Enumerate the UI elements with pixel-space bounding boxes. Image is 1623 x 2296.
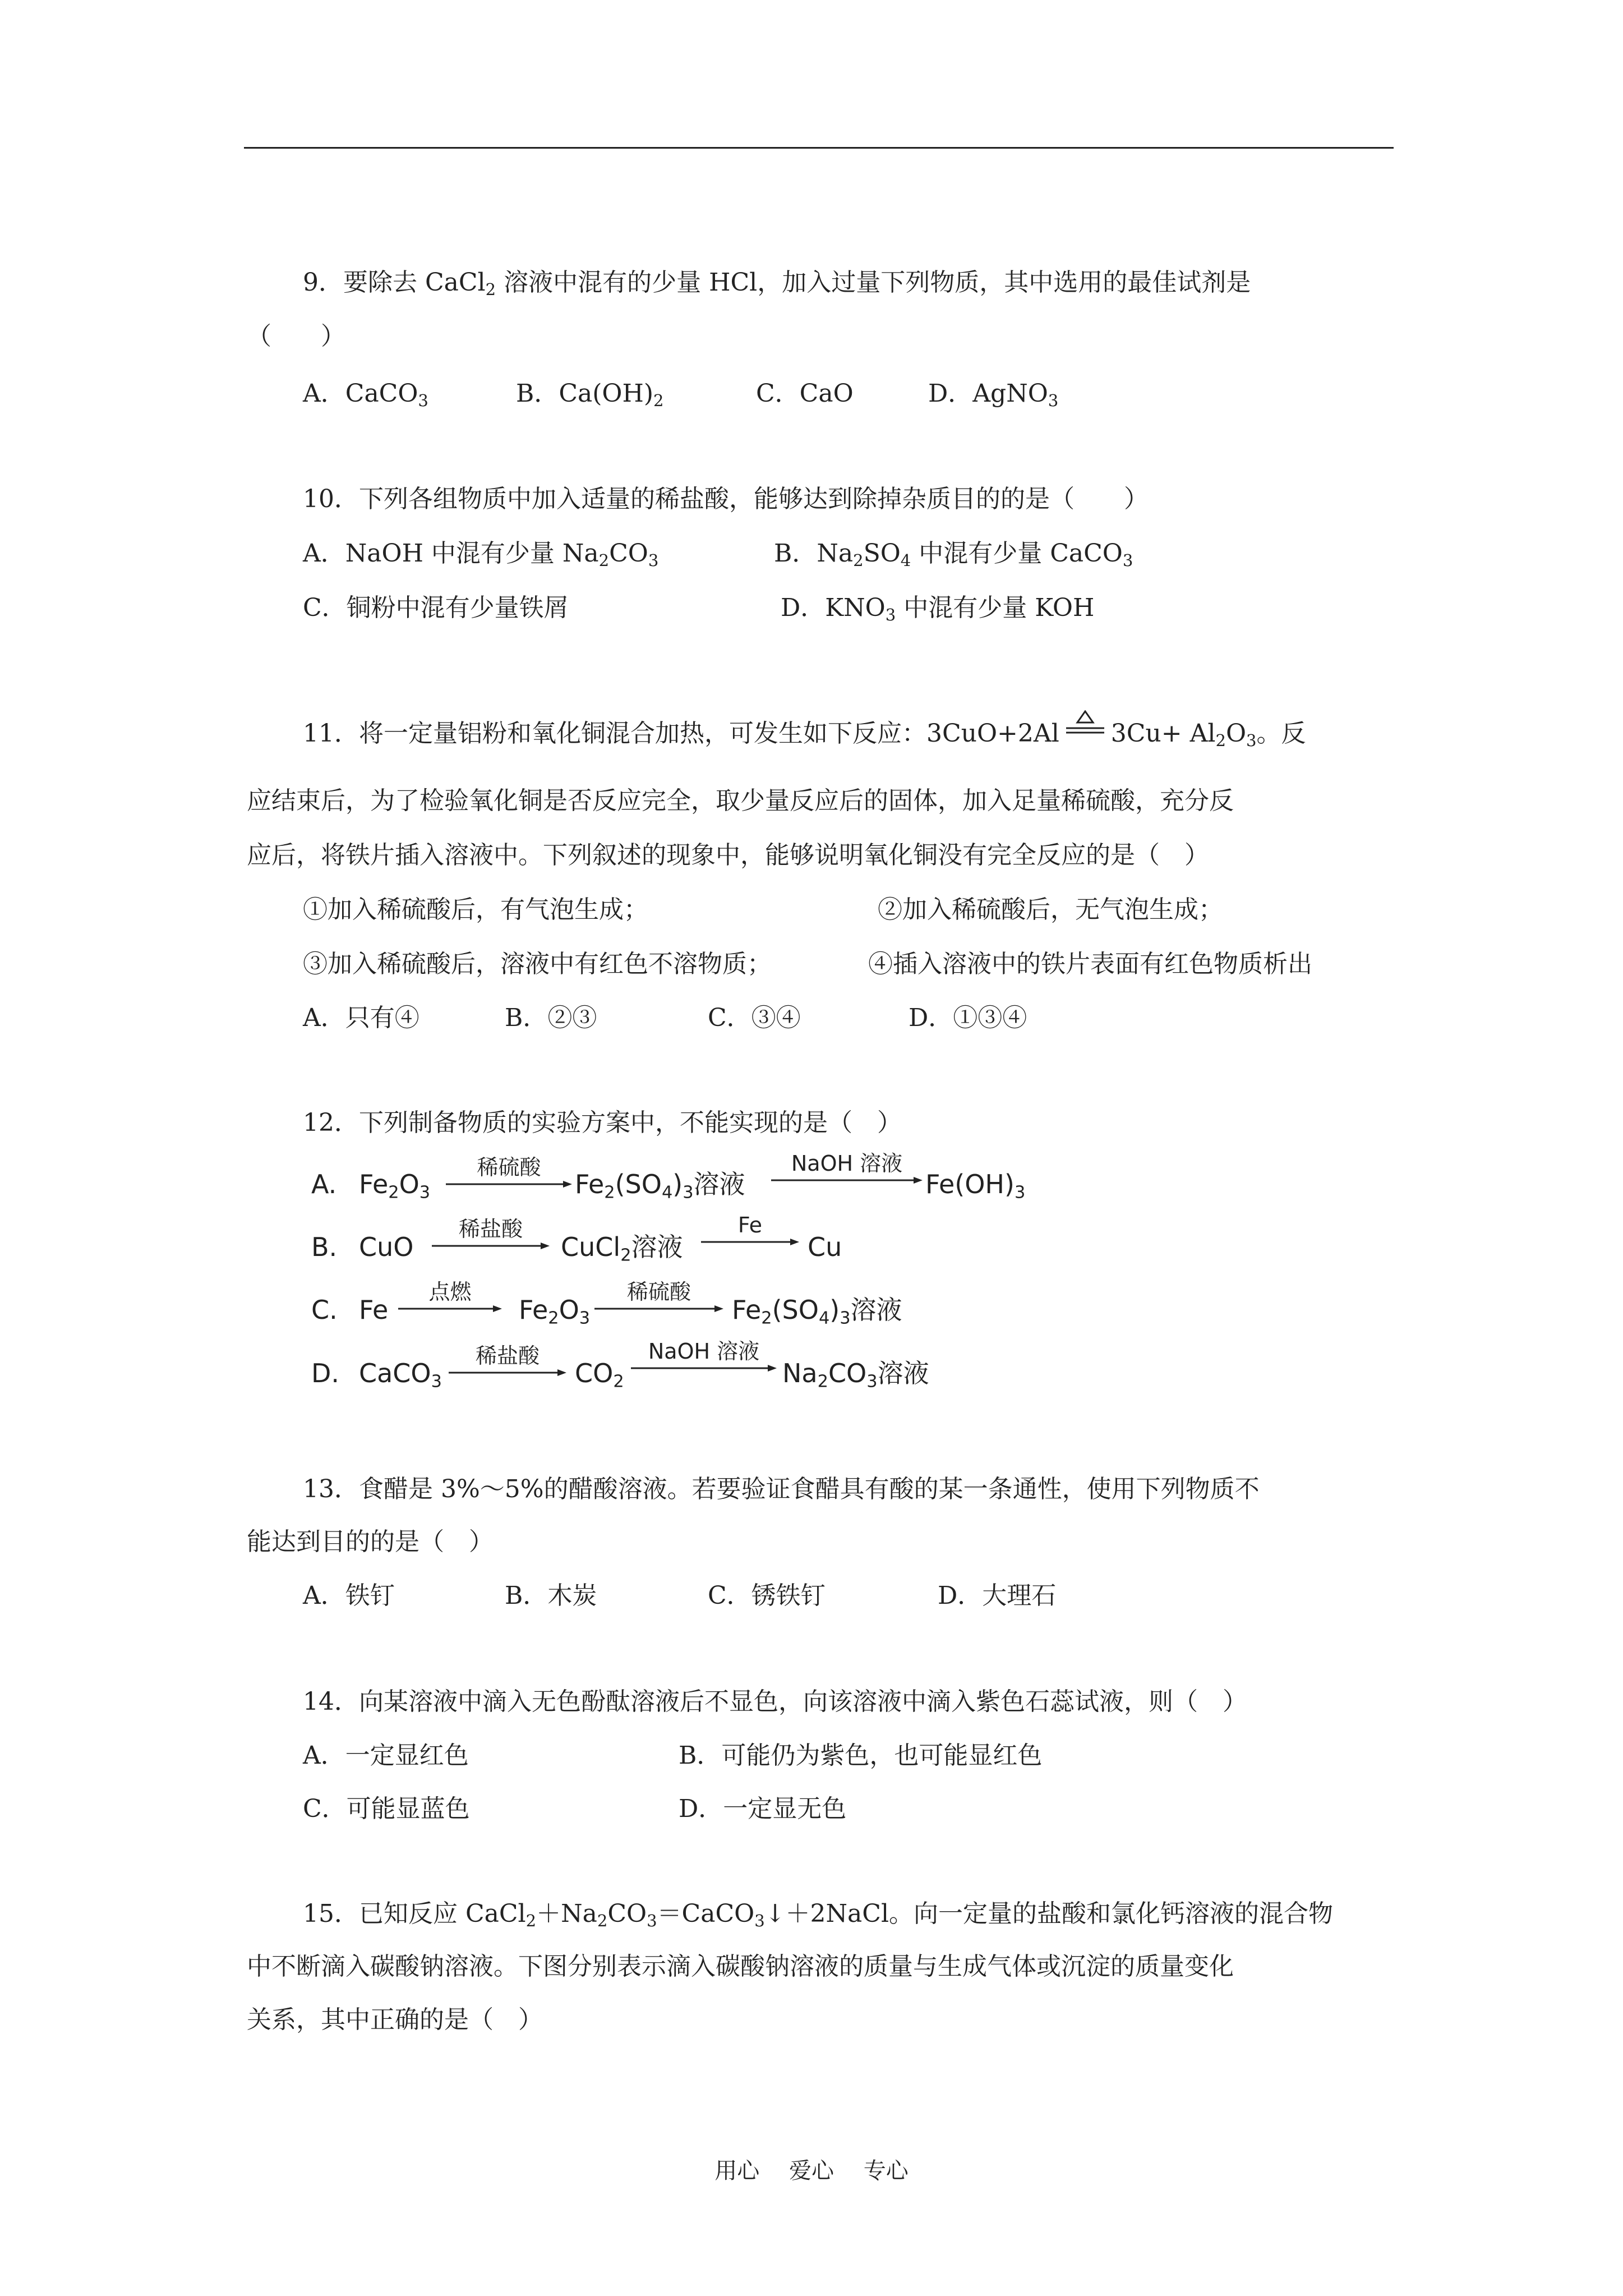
q14-option-d: D．一定显无色 bbox=[679, 1795, 847, 1823]
q13-stem-line1: 13．食醋是 3%～5%的醋酸溶液。若要验证食醋具有酸的某一条通性，使用下列物质不 bbox=[303, 1475, 1260, 1503]
q12-stem: 12．下列制备物质的实验方案中，不能实现的是（ ） bbox=[303, 1108, 902, 1137]
q9-option-b: B．$Ca(OH)_2$ bbox=[516, 379, 664, 411]
q9-option-c: C．CaO bbox=[756, 379, 854, 408]
q12-scheme-a-arrow-2: NaOH 溶液 bbox=[771, 1153, 923, 1186]
q12-scheme-d-product-2: $Na_2CO_3$溶液 bbox=[782, 1358, 929, 1392]
q13-option-b: B．木炭 bbox=[505, 1581, 597, 1610]
q14-option-b: B．可能仍为紫色，也可能显红色 bbox=[679, 1741, 1043, 1770]
q14-option-a: A．一定显红色 bbox=[303, 1741, 469, 1770]
q12-scheme-c-arrow-1: 点燃 bbox=[398, 1281, 502, 1315]
q11-option-b: B．②③ bbox=[505, 1004, 597, 1032]
q12-scheme-c-reactant: Fe bbox=[359, 1295, 389, 1325]
q13-stem-line2: 能达到目的的是（ ） bbox=[247, 1527, 494, 1556]
q11-option-a: A．只有④ bbox=[303, 1004, 419, 1032]
q12-scheme-a-reactant: $Fe_2O_3$ bbox=[359, 1169, 431, 1203]
q12-scheme-b-reactant: CuO bbox=[359, 1232, 414, 1262]
q12-scheme-b-product-1: CuCl$_2$溶液 bbox=[561, 1232, 683, 1266]
q11-stem-line3: 应后，将铁片插入溶液中。下列叙述的现象中，能够说明氧化铜没有完全反应的是（ ） bbox=[247, 841, 1209, 869]
q12-scheme-c-product-2: $Fe_2(SO_4)_3$溶液 bbox=[732, 1295, 902, 1328]
q11-statement-4: ④插入溶液中的铁片表面有红色物质析出 bbox=[868, 950, 1312, 978]
page-footer: 用心 爱心 专心 bbox=[714, 2158, 909, 2184]
q13-option-c: C．锈铁钉 bbox=[708, 1581, 826, 1610]
q14-option-c: C．可能显蓝色 bbox=[303, 1795, 470, 1823]
q12-scheme-b-arrow-1: 稀盐酸 bbox=[432, 1218, 550, 1252]
q12-scheme-a-label: A. bbox=[311, 1169, 337, 1199]
heat-condition-symbol bbox=[1059, 719, 1111, 744]
q11-stem-line1: 11．将一定量铝粉和氧化铜混合加热，可发生如下反应：3CuO+2Al $3Cu+ Al_2O_3$。反 bbox=[303, 719, 1306, 746]
q11-stem-line2: 应结束后，为了检验氧化铜是否反应完全，取少量反应后的固体，加入足量稀硫酸，充分反 bbox=[247, 786, 1234, 815]
q13-option-a: A．铁钉 bbox=[303, 1581, 395, 1610]
q12-scheme-c-arrow-2: 稀硫酸 bbox=[594, 1281, 723, 1315]
q10-option-b: B．$Na_2SO_4$ 中混有少量 CaCO$_3$ bbox=[774, 539, 1133, 570]
q12-scheme-b-arrow-2: Fe bbox=[701, 1214, 799, 1248]
q10-option-d: D．$KNO_3$ 中混有少量 KOH bbox=[781, 593, 1095, 625]
q12-scheme-d-product-1: $CO_2$ bbox=[575, 1358, 624, 1392]
q10-option-a: A．NaOH 中混有少量 $Na_2CO_3$ bbox=[303, 539, 659, 570]
q9-stem: 9．要除去 CaCl$_2$ 溶液中混有的少量 HCl，加入过量下列物质，其中选用的最佳试剂是 bbox=[303, 268, 1251, 300]
q15-stem-line1: 15．已知反应 $CaCl_2+Na_2CO_3=CaCO_3↓+2NaCl$。向一定量的盐酸和氯化钙溶液的混合物 bbox=[303, 1899, 1334, 1931]
q12-scheme-d-label: D. bbox=[311, 1358, 340, 1388]
q11-option-c: C．③④ bbox=[708, 1004, 801, 1032]
q12-scheme-d-arrow-1: 稀盐酸 bbox=[449, 1345, 566, 1379]
q15-stem-line3: 关系，其中正确的是（ ） bbox=[247, 2005, 543, 2034]
q12-scheme-c-label: C. bbox=[311, 1295, 338, 1325]
q10-option-c: C．铜粉中混有少量铁屑 bbox=[303, 593, 569, 622]
q13-option-d: D．大理石 bbox=[938, 1581, 1057, 1610]
q10-stem: 10．下列各组物质中加入适量的稀盐酸，能够达到除掉杂质目的的是（ ） bbox=[303, 485, 1149, 513]
q11-statement-2: ②加入稀硫酸后，无气泡生成； bbox=[878, 895, 1223, 924]
q12-scheme-b-product-2: Cu bbox=[808, 1232, 842, 1262]
q12-scheme-a-arrow-1: 稀硫酸 bbox=[446, 1157, 572, 1190]
q14-stem: 14．向某溶液中滴入无色酚酞溶液后不显色，向该溶液中滴入紫色石蕊试液，则（ ） bbox=[303, 1687, 1247, 1716]
q11-option-d: D．①③④ bbox=[909, 1004, 1027, 1032]
q12-scheme-d-reactant: CaCO$_3$ bbox=[359, 1358, 442, 1392]
q11-statement-3: ③加入稀硫酸后，溶液中有红色不溶物质； bbox=[303, 950, 772, 978]
q12-scheme-a-product-1: $Fe_2(SO_4)_3$溶液 bbox=[575, 1169, 745, 1203]
q12-scheme-a-product-2: $Fe(OH)_3$ bbox=[925, 1169, 1026, 1203]
q9-paren: （ ） bbox=[247, 322, 345, 351]
q9-option-a: A．CaCO$_3$ bbox=[303, 379, 428, 411]
q12-scheme-d-arrow-2: NaOH 溶液 bbox=[631, 1341, 777, 1374]
q12-scheme-c-product-1: $Fe_2O_3$ bbox=[519, 1295, 591, 1328]
header-rule bbox=[244, 147, 1394, 149]
q9-option-d: D．AgNO$_3$ bbox=[928, 379, 1059, 411]
q11-statement-1: ①加入稀硫酸后，有气泡生成； bbox=[303, 895, 648, 924]
q15-stem-line2: 中不断滴入碳酸钠溶液。下图分别表示滴入碳酸钠溶液的质量与生成气体或沉淀的质量变化 bbox=[247, 1952, 1234, 1981]
q12-scheme-b-label: B. bbox=[311, 1232, 338, 1262]
